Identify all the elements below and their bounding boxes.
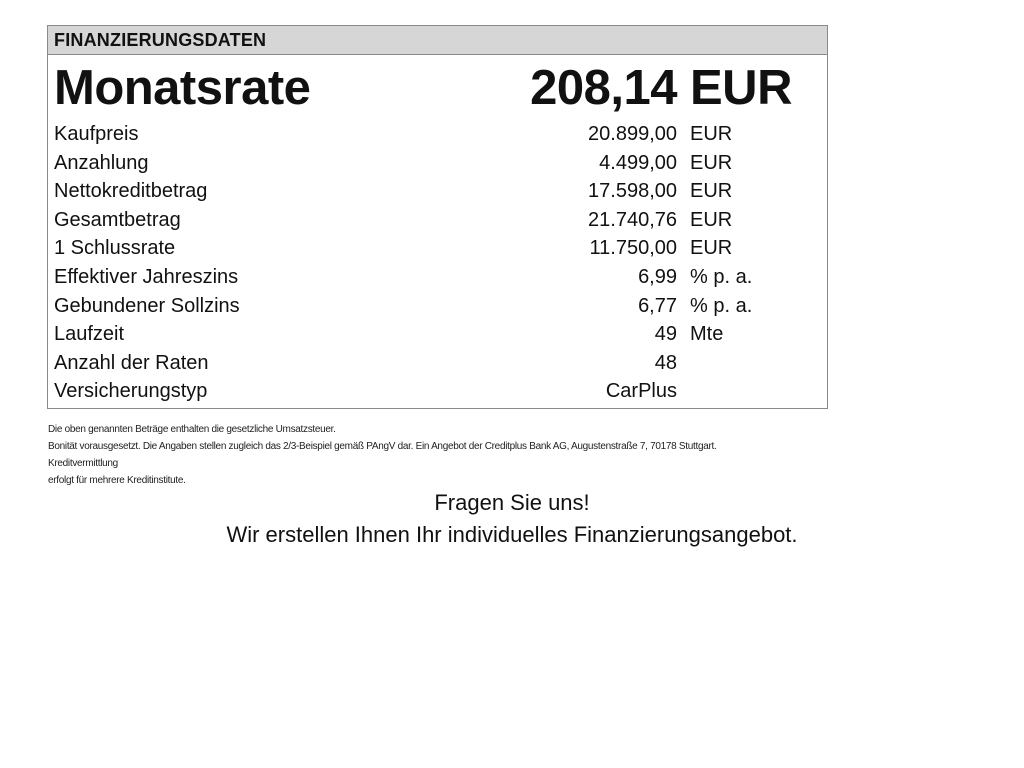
detail-row-gebundener-sollzins	[48, 292, 827, 321]
detail-value: 20.899,00	[588, 123, 677, 145]
footnote-line-credit-check: Bonität vorausgesetzt. Die Angaben stellen zugleich das 2/3-Beispiel gemäß PAngV dar. Ein Angebot der Creditplus Bank AG, Augustenstraße 7, 70178 Stuttgart.	[48, 441, 717, 452]
detail-unit: % p. a.	[690, 294, 753, 317]
monthly-rate-unit: EUR	[690, 61, 792, 115]
financing-details-list	[48, 120, 827, 406]
detail-label: Gesamtbetrag	[54, 208, 181, 231]
detail-row-anzahl-raten	[48, 349, 827, 378]
detail-label: Effektiver Jahreszins	[54, 265, 239, 288]
detail-unit: % p. a.	[690, 265, 753, 288]
detail-label: Nettokreditbetrag	[54, 180, 208, 203]
detail-value: 48	[654, 351, 677, 374]
detail-row-nettokreditbetrag	[48, 177, 827, 206]
detail-row-versicherungstyp	[48, 377, 827, 406]
detail-label: Gebundener Sollzins	[54, 294, 240, 317]
detail-label: Anzahlung	[54, 151, 149, 174]
detail-row-anzahlung	[48, 149, 827, 178]
detail-unit: EUR	[690, 180, 733, 203]
detail-value: 6,77	[638, 294, 677, 317]
cta-question: Fragen Sie uns!	[434, 490, 590, 515]
detail-value: 6,99	[638, 265, 677, 288]
detail-row-laufzeit	[48, 320, 827, 349]
detail-label: Kaufpreis	[54, 123, 139, 145]
footnote-line-vat: Die oben genannten Beträge enthalten die gesetzliche Umsatzsteuer.	[48, 424, 336, 435]
detail-row-gesamtbetrag	[48, 206, 827, 235]
detail-value: 4.499,00	[599, 151, 677, 174]
detail-label: Laufzeit	[54, 323, 125, 346]
financing-header: FINANZIERUNGSDATEN	[48, 26, 827, 55]
detail-value: 49	[654, 323, 677, 346]
footnote-line-brokerage: Kreditvermittlung	[48, 458, 118, 469]
detail-value: 21.740,76	[588, 208, 677, 231]
detail-unit: EUR	[690, 237, 733, 260]
monthly-rate-value: 208,14	[530, 61, 677, 115]
detail-value: 17.598,00	[588, 180, 677, 203]
detail-label: Anzahl der Raten	[54, 351, 209, 374]
detail-unit: Mte	[690, 323, 724, 346]
cta-offer: Wir erstellen Ihnen Ihr individuelles Finanzierungsangebot.	[226, 522, 798, 547]
detail-row-effektiver-jahreszins	[48, 263, 827, 292]
detail-value: 11.750,00	[589, 237, 677, 260]
detail-unit: EUR	[690, 151, 733, 174]
detail-unit: EUR	[690, 123, 733, 145]
detail-value: CarPlus	[605, 380, 677, 403]
financing-data-box	[47, 25, 828, 409]
detail-label: 1 Schlussrate	[54, 237, 176, 260]
detail-row-schlussrate	[48, 234, 827, 263]
footnote-line-institutions: erfolgt für mehrere Kreditinstitute.	[48, 475, 186, 486]
monthly-rate-label: Monatsrate	[54, 61, 311, 115]
detail-row-kaufpreis	[48, 120, 827, 149]
monthly-rate-row	[48, 57, 827, 119]
legal-footnote	[48, 421, 948, 489]
detail-unit: EUR	[690, 208, 733, 231]
detail-label: Versicherungstyp	[54, 380, 208, 403]
